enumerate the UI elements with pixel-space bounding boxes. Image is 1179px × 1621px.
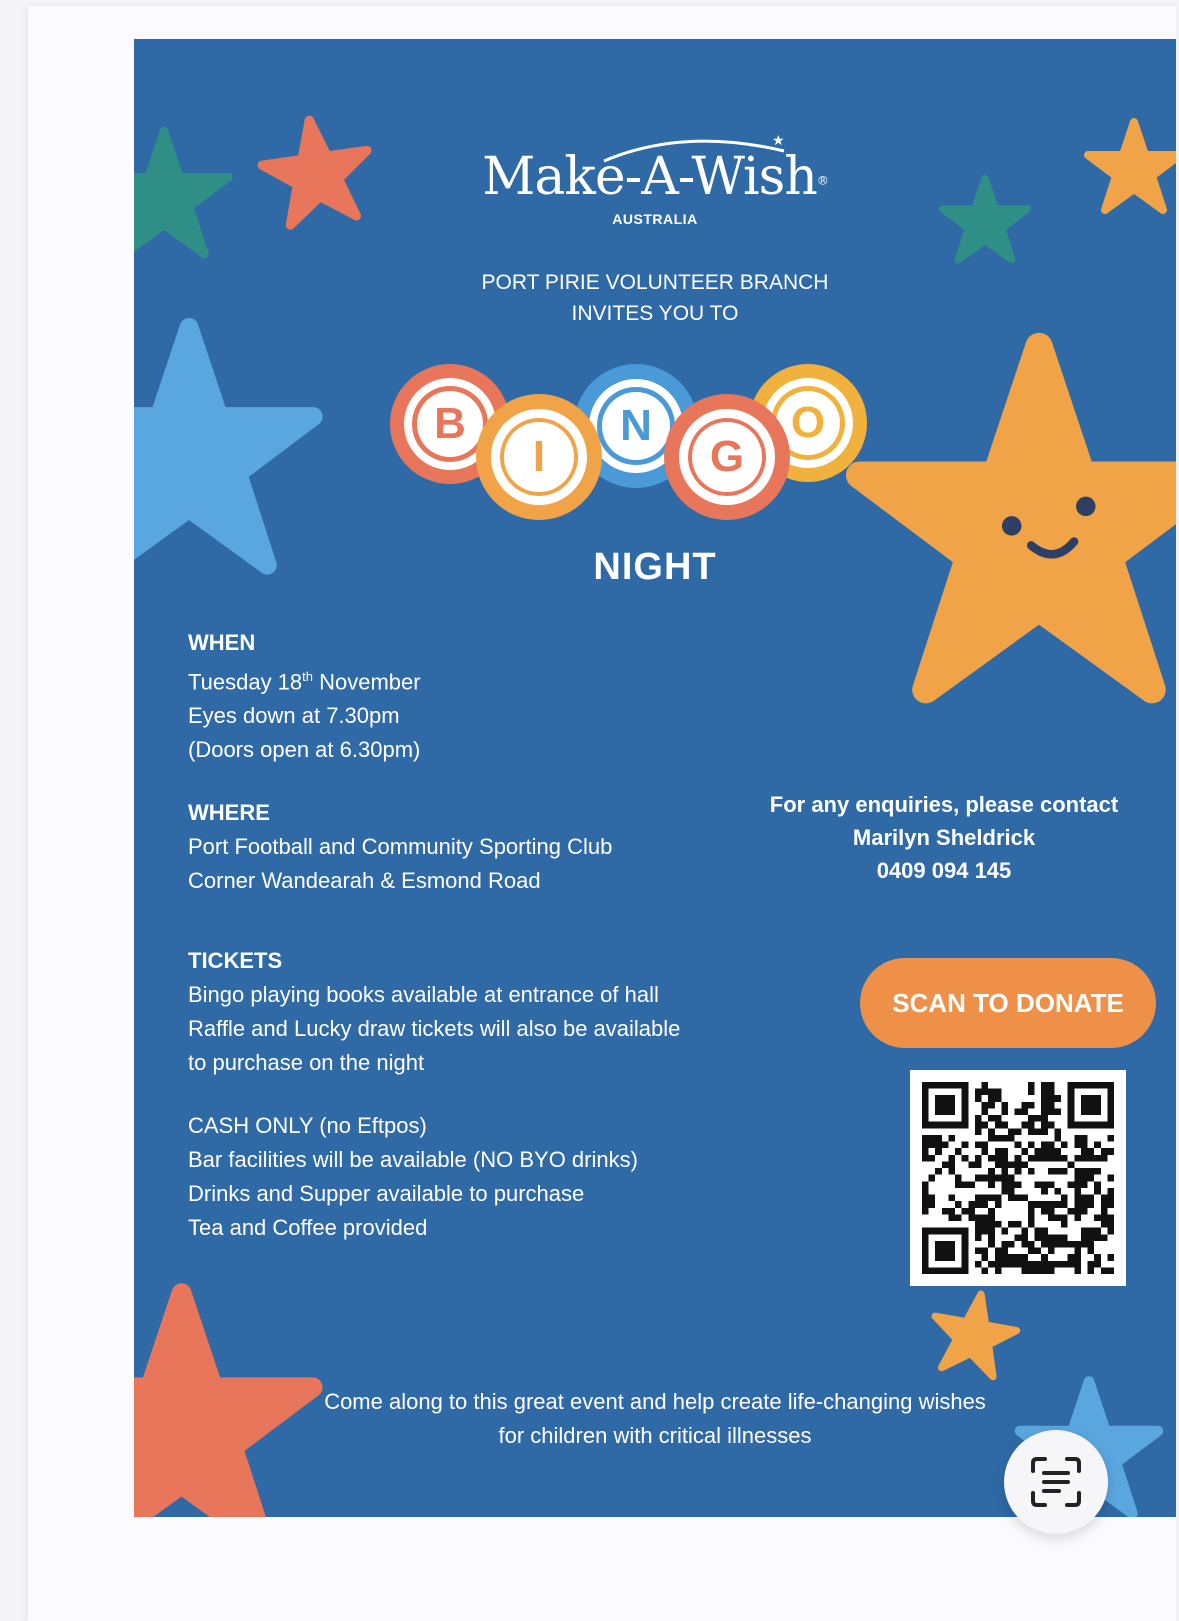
ball-letter-n: N: [620, 400, 652, 450]
tickets-line-2: Raffle and Lucky draw tickets will also be available: [188, 1016, 681, 1041]
date-month: November: [313, 669, 421, 695]
ball-letter-o: O: [790, 397, 826, 447]
venue-address: Corner Wandearah & Esmond Road: [188, 868, 541, 893]
scan-text-button[interactable]: [1004, 1430, 1108, 1534]
cash-only: CASH ONLY (no Eftpos): [188, 1113, 427, 1138]
where-heading: WHERE: [188, 800, 270, 825]
eyes-down-time: Eyes down at 7.30pm: [188, 703, 400, 729]
logo-swoosh-icon: [594, 131, 794, 165]
invites-you-to: INVITES YOU TO: [571, 302, 739, 325]
make-a-wish-logo: [134, 133, 1176, 227]
contact-name: Marilyn Sheldrick: [852, 825, 1036, 850]
drinks-supper: Drinks and Supper available to purchase: [188, 1181, 585, 1206]
night-title: NIGHT: [593, 546, 717, 588]
venue-name: Port Football and Community Sporting Club: [188, 834, 613, 859]
when-heading: WHEN: [188, 630, 256, 655]
tickets-line-1: Bingo playing books available at entrance of hall: [188, 982, 659, 1007]
orange-star-bottom-right-icon: [922, 1282, 1026, 1386]
tickets-line-3: to purchase on the night: [188, 1050, 425, 1075]
logo-country: AUSTRALIA: [612, 211, 698, 227]
logo-wordmark: Make-A-Wish: [482, 147, 817, 207]
date-day: Tuesday 18: [188, 669, 303, 695]
footer-line-1: Come along to this great event and help create life-changing wishes: [324, 1389, 986, 1414]
ball-letter-b: B: [434, 399, 466, 448]
registered-mark: ®: [816, 173, 828, 188]
qr-code-image: [922, 1082, 1114, 1274]
scan-to-donate-button[interactable]: SCAN TO DONATE: [860, 958, 1156, 1048]
ball-letter-g: G: [709, 431, 745, 481]
extras-section: [188, 1109, 808, 1245]
date-suffix: th: [302, 669, 313, 684]
footer-line-2: for children with critical illnesses: [498, 1423, 812, 1448]
when-section: [188, 626, 808, 767]
contact-block: [754, 788, 1134, 887]
ball-letter-i: I: [532, 431, 546, 481]
bar-facilities: Bar facilities will be available (NO BYO drinks): [188, 1147, 638, 1172]
doors-open-time: (Doors open at 6.30pm): [188, 737, 421, 763]
contact-intro: For any enquiries, please contact: [769, 792, 1119, 817]
where-section: [188, 796, 808, 898]
svg-text:★: ★: [772, 133, 785, 149]
scan-text-icon: [1027, 1453, 1085, 1511]
tickets-section: [188, 944, 808, 1080]
bingo-ball-g: [664, 394, 790, 520]
branch-name: PORT PIRIE VOLUNTEER BRANCH: [481, 271, 829, 294]
contact-phone[interactable]: 0409 094 145: [876, 858, 1012, 883]
bingo-ball-i: [476, 394, 602, 520]
when-date: [188, 660, 808, 699]
donate-qr-code[interactable]: [910, 1070, 1126, 1286]
light-blue-star-left-icon: [134, 314, 334, 584]
invite-text: [134, 267, 1176, 329]
tea-coffee: Tea and Coffee provided: [188, 1215, 428, 1240]
paper-sheet: [28, 6, 1176, 1621]
flyer: [134, 39, 1176, 1517]
tickets-heading: TICKETS: [188, 948, 283, 973]
smiling-star-icon: [839, 327, 1176, 717]
footer-message: [134, 1385, 1176, 1453]
